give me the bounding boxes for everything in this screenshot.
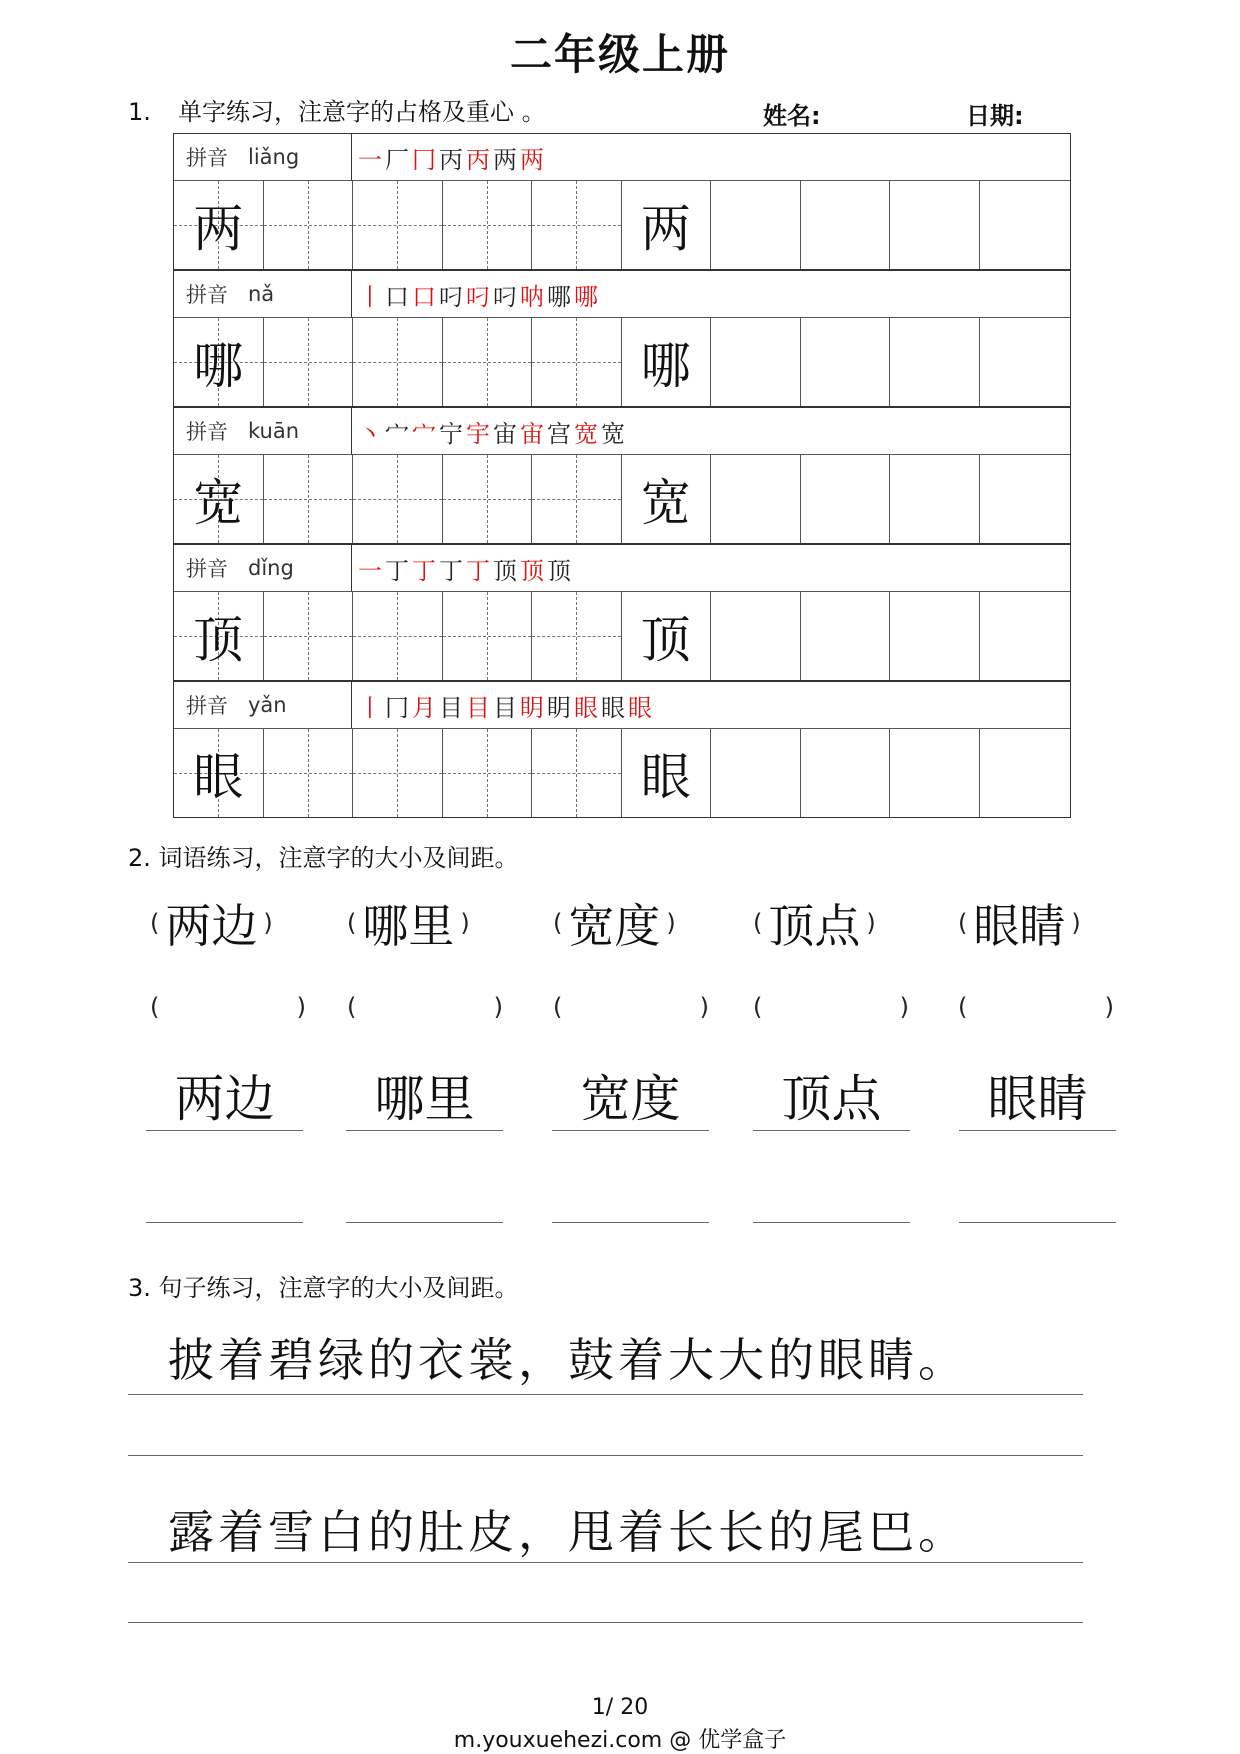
- pinyin-row: [174, 544, 1070, 592]
- writing-cell[interactable]: [890, 592, 980, 680]
- stroke-step: 丙: [466, 145, 493, 174]
- stroke-step: 哪: [547, 282, 574, 311]
- stroke-step: 叼: [493, 282, 520, 311]
- paren-open: (: [347, 909, 357, 937]
- paren-open: (: [150, 993, 160, 1021]
- writing-cell: [174, 318, 264, 406]
- sentence-line-2: 露着雪白的肚皮，甩着长长的尾巴。: [128, 1495, 1083, 1563]
- writing-cell[interactable]: [711, 729, 801, 817]
- stroke-step: 眼: [574, 693, 601, 722]
- trace-character: 眼: [640, 748, 691, 806]
- trace-character: 顶: [640, 611, 691, 669]
- paren-close: ): [263, 909, 273, 937]
- section1-heading-text: 单字练习，注意字的占格及重心 。: [178, 98, 546, 126]
- writing-cell: [622, 455, 712, 543]
- page-number: 1/ 20: [591, 1695, 649, 1720]
- stroke-step: 叼: [466, 282, 493, 311]
- writing-cell[interactable]: [532, 318, 622, 406]
- writing-cell[interactable]: [532, 592, 622, 680]
- trace-character: 宽: [640, 474, 691, 532]
- writing-cell[interactable]: [980, 455, 1070, 543]
- stroke-step: 宙: [493, 419, 520, 448]
- pinyin-label: [174, 545, 352, 591]
- stroke-step: 宫: [547, 419, 574, 448]
- writing-cell: [174, 592, 264, 680]
- writing-cell[interactable]: [711, 318, 801, 406]
- stroke-step: 眀: [520, 693, 547, 722]
- pinyin-row: [174, 407, 1070, 455]
- writing-cell[interactable]: [264, 181, 354, 269]
- writing-cell[interactable]: [801, 592, 891, 680]
- word-blank-line[interactable]: [552, 1170, 709, 1223]
- stroke-step: 丨: [358, 282, 385, 311]
- blank-writing-line-1[interactable]: [128, 1455, 1083, 1456]
- stroke-step: 宁: [439, 419, 466, 448]
- page-title: 二年级上册: [509, 30, 730, 79]
- stroke-step: 哪: [574, 282, 601, 311]
- writing-cell: [622, 318, 712, 406]
- writing-cell[interactable]: [980, 592, 1070, 680]
- pinyin-value: nǎ: [248, 282, 275, 306]
- writing-cell: [174, 455, 264, 543]
- section2-heading: 2. 词语练习，注意字的大小及间距。: [128, 844, 519, 872]
- word-blank-line[interactable]: [753, 1170, 910, 1223]
- stroke-step: 口: [385, 282, 412, 311]
- writing-cell[interactable]: [353, 318, 443, 406]
- paren-close: ): [1071, 909, 1081, 937]
- trace-character: 哪: [640, 337, 691, 395]
- writing-cell[interactable]: [264, 455, 354, 543]
- stroke-step: 眼: [628, 693, 655, 722]
- word-text: 眼睛: [973, 899, 1066, 953]
- writing-cell[interactable]: [353, 181, 443, 269]
- stroke-order: [352, 134, 1070, 180]
- sentence-line-1: 披着碧绿的衣裳，鼓着大大的眼睛。: [128, 1325, 1083, 1395]
- paren-open: (: [553, 909, 563, 937]
- writing-cell[interactable]: [443, 729, 533, 817]
- word-with-parens: [958, 890, 1081, 956]
- character-row: [174, 318, 1070, 407]
- blank-writing-line-2[interactable]: [128, 1622, 1083, 1623]
- writing-cell[interactable]: [711, 592, 801, 680]
- word-blank-line[interactable]: [146, 1170, 303, 1223]
- stroke-step: 宇: [466, 419, 493, 448]
- writing-cell[interactable]: [980, 181, 1070, 269]
- character-row: [174, 455, 1070, 544]
- writing-cell[interactable]: [353, 592, 443, 680]
- stroke-step: 目: [466, 693, 493, 722]
- paren-open: (: [347, 993, 357, 1021]
- stroke-step: 丁: [385, 556, 412, 585]
- writing-cell[interactable]: [890, 455, 980, 543]
- writing-cell[interactable]: [890, 181, 980, 269]
- writing-cell[interactable]: [443, 592, 533, 680]
- section1-number: 1.: [128, 98, 151, 126]
- model-character: 哪: [193, 337, 244, 395]
- stroke-order: [352, 271, 1070, 317]
- writing-cell[interactable]: [890, 318, 980, 406]
- stroke-step: 丁: [466, 556, 493, 585]
- pinyin-blank-parens[interactable]: [958, 993, 1114, 1021]
- word-trace-line: 两边: [146, 1070, 303, 1131]
- paren-open: (: [150, 909, 160, 937]
- paren-open: (: [553, 993, 563, 1021]
- writing-cell[interactable]: [980, 318, 1070, 406]
- pinyin-label-text: 拼音: [186, 557, 228, 581]
- paren-close: ): [666, 909, 676, 937]
- writing-cell[interactable]: [890, 729, 980, 817]
- stroke-step: 宽: [574, 419, 601, 448]
- stroke-step: 叼: [439, 282, 466, 311]
- stroke-step: 丶: [358, 419, 385, 448]
- pinyin-blank-parens[interactable]: [753, 993, 909, 1021]
- stroke-step: 宀: [385, 419, 412, 448]
- pinyin-value: kuān: [248, 419, 300, 443]
- stroke-step: 月: [412, 693, 439, 722]
- word-blank-line[interactable]: [346, 1170, 503, 1223]
- writing-cell[interactable]: [443, 318, 533, 406]
- stroke-step: 冂: [385, 693, 412, 722]
- pinyin-value: liǎng: [248, 145, 300, 169]
- pinyin-label-text: 拼音: [186, 694, 228, 718]
- writing-cell[interactable]: [801, 729, 891, 817]
- writing-cell[interactable]: [532, 455, 622, 543]
- section1-heading: [128, 92, 546, 127]
- stroke-order: [352, 545, 1070, 591]
- stroke-order: [352, 408, 1070, 454]
- paren-close: ): [460, 909, 470, 937]
- word-with-parens: [753, 890, 876, 956]
- writing-cell[interactable]: [711, 181, 801, 269]
- pinyin-value: yǎn: [248, 693, 287, 717]
- word-trace-line: 顶点: [753, 1070, 910, 1131]
- word-with-parens: [347, 890, 470, 956]
- stroke-step: 两: [493, 145, 520, 174]
- paren-open: (: [958, 993, 968, 1021]
- pinyin-row: [174, 681, 1070, 729]
- writing-cell[interactable]: [443, 181, 533, 269]
- date-label: 日期:: [966, 102, 1024, 130]
- stroke-step: 丁: [439, 556, 466, 585]
- word-trace-line: 哪里: [346, 1070, 503, 1131]
- pinyin-row: [174, 133, 1070, 181]
- model-character: 两: [193, 200, 244, 258]
- pinyin-label-text: 拼音: [186, 283, 228, 307]
- footer-credit: m.youxuehezi.com @ 优学盒子: [453, 1728, 787, 1753]
- writing-cell: [174, 181, 264, 269]
- pinyin-value: dǐng: [248, 556, 294, 580]
- stroke-step: 目: [493, 693, 520, 722]
- stroke-step: 丨: [358, 693, 385, 722]
- word-text: 两边: [165, 899, 258, 953]
- paren-close: ): [493, 993, 503, 1021]
- stroke-step: 眼: [601, 693, 628, 722]
- writing-cell[interactable]: [711, 455, 801, 543]
- pinyin-label: [174, 682, 352, 728]
- section3-heading: 3. 句子练习，注意字的大小及间距。: [128, 1274, 519, 1302]
- pinyin-label: [174, 134, 352, 180]
- stroke-step: 眀: [547, 693, 574, 722]
- word-text: 顶点: [768, 899, 861, 953]
- word-text: 宽度: [568, 899, 661, 953]
- writing-cell: [622, 592, 712, 680]
- stroke-step: 宙: [520, 419, 547, 448]
- writing-cell[interactable]: [264, 729, 354, 817]
- pinyin-label-text: 拼音: [186, 420, 228, 444]
- pinyin-blank-parens[interactable]: [150, 993, 306, 1021]
- pinyin-blank-parens[interactable]: [553, 993, 709, 1021]
- writing-cell[interactable]: [264, 318, 354, 406]
- writing-cell: [622, 181, 712, 269]
- writing-cell[interactable]: [801, 318, 891, 406]
- name-label: 姓名:: [763, 102, 821, 130]
- writing-cell[interactable]: [353, 729, 443, 817]
- pinyin-label: [174, 271, 352, 317]
- stroke-step: 一: [358, 145, 385, 174]
- writing-cell[interactable]: [353, 455, 443, 543]
- stroke-step: 顶: [493, 556, 520, 585]
- stroke-step: 呐: [520, 282, 547, 311]
- writing-cell[interactable]: [264, 592, 354, 680]
- stroke-step: 宀: [412, 419, 439, 448]
- writing-cell[interactable]: [532, 181, 622, 269]
- stroke-step: 口: [412, 282, 439, 311]
- stroke-step: 一: [358, 556, 385, 585]
- writing-cell[interactable]: [443, 455, 533, 543]
- paren-close: ): [699, 993, 709, 1021]
- stroke-step: 丙: [439, 145, 466, 174]
- writing-cell: [174, 729, 264, 817]
- stroke-step: 顶: [520, 556, 547, 585]
- writing-cell[interactable]: [980, 729, 1070, 817]
- pinyin-label: [174, 408, 352, 454]
- stroke-step: 厂: [385, 145, 412, 174]
- pinyin-label-text: 拼音: [186, 146, 228, 170]
- paren-open: (: [753, 909, 763, 937]
- word-with-parens: [150, 890, 273, 956]
- stroke-step: 目: [439, 693, 466, 722]
- model-character: 顶: [193, 611, 244, 669]
- word-blank-line[interactable]: [959, 1170, 1116, 1223]
- stroke-step: 宽: [601, 419, 628, 448]
- word-trace-line: 眼睛: [959, 1070, 1116, 1131]
- writing-cell[interactable]: [801, 455, 891, 543]
- character-row: [174, 592, 1070, 681]
- practice-grid: [173, 133, 1071, 818]
- pinyin-blank-parens[interactable]: [347, 993, 503, 1021]
- writing-cell[interactable]: [532, 729, 622, 817]
- character-row: [174, 729, 1070, 818]
- stroke-step: 两: [520, 145, 547, 174]
- trace-character: 两: [640, 200, 691, 258]
- stroke-step: 丁: [412, 556, 439, 585]
- paren-open: (: [753, 993, 763, 1021]
- model-character: 眼: [193, 748, 244, 806]
- stroke-step: 顶: [547, 556, 574, 585]
- stroke-order: [352, 682, 1070, 728]
- paren-close: ): [866, 909, 876, 937]
- writing-cell: [622, 729, 712, 817]
- character-row: [174, 181, 1070, 270]
- pinyin-row: [174, 270, 1070, 318]
- paren-close: ): [1104, 993, 1114, 1021]
- model-character: 宽: [193, 474, 244, 532]
- paren-close: ): [296, 993, 306, 1021]
- word-with-parens: [553, 890, 676, 956]
- writing-cell[interactable]: [801, 181, 891, 269]
- paren-close: ): [899, 993, 909, 1021]
- stroke-step: 冂: [412, 145, 439, 174]
- paren-open: (: [958, 909, 968, 937]
- word-trace-line: 宽度: [552, 1070, 709, 1131]
- word-text: 哪里: [362, 899, 455, 953]
